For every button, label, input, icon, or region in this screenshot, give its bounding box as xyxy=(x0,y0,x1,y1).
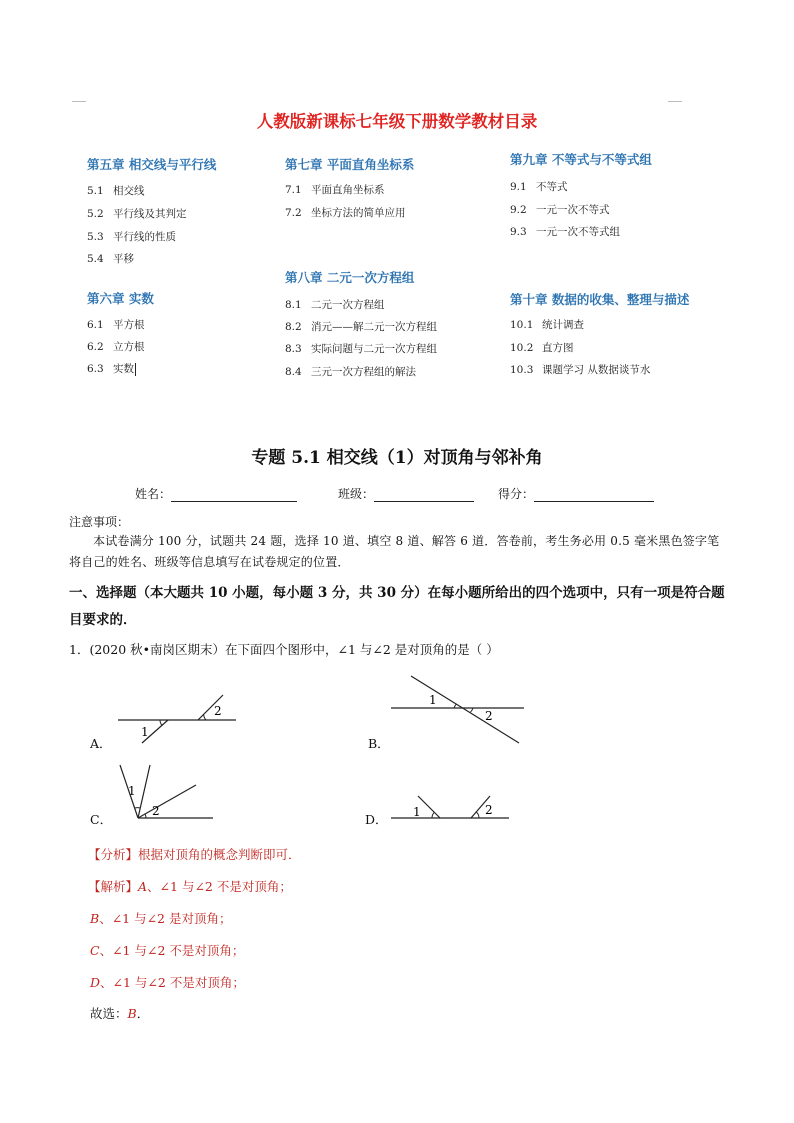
angle-2-label: 2 xyxy=(485,709,493,723)
option-b-figure xyxy=(385,670,530,750)
question-1: 1．(2020 秋•南岗区期末）在下面四个图形中，∠1 与∠2 是对顶角的是（ ） xyxy=(69,642,499,657)
toc-section: 9.3 一元一次不等式组 xyxy=(510,226,620,238)
toc-section: 10.2 直方图 xyxy=(510,342,574,354)
toc-section: 5.4 平移 xyxy=(87,253,134,265)
option-b-label: B． xyxy=(368,736,390,751)
angle-2-label: 2 xyxy=(485,803,493,817)
score-field[interactable]: 得分： xyxy=(498,485,654,502)
option-a-figure xyxy=(110,690,250,745)
solution-line-d: D、∠1 与∠2 不是对顶角； xyxy=(90,975,245,990)
header-corner-right xyxy=(668,101,682,102)
notice-heading: 注意事项： xyxy=(69,515,130,529)
toc-chapter-9: 第九章 不等式与不等式组 xyxy=(510,152,652,167)
score-blank[interactable] xyxy=(534,487,654,502)
angle-1-label: 1 xyxy=(429,693,437,707)
topic-title: 专题 5.1 相交线（1）对顶角与邻补角 xyxy=(251,448,543,468)
toc-section: 10.3 课题学习 从数据谈节水 xyxy=(510,364,651,376)
angle-1-label: 1 xyxy=(128,784,136,798)
option-a-label: A． xyxy=(90,736,112,751)
class-blank[interactable] xyxy=(374,487,474,502)
name-blank[interactable] xyxy=(171,487,297,502)
toc-chapter-10: 第十章 数据的收集、整理与描述 xyxy=(510,292,690,307)
option-c-figure xyxy=(110,760,220,830)
toc-section: 5.3 平行线的性质 xyxy=(87,231,176,243)
toc-section: 8.2 消元——解二元一次方程组 xyxy=(285,321,437,333)
toc-section: 8.3 实际问题与二元一次方程组 xyxy=(285,343,437,355)
toc-section: 10.1 统计调查 xyxy=(510,319,584,331)
angle-1-label: 1 xyxy=(413,805,421,819)
angle-2-label: 2 xyxy=(214,704,222,718)
option-c-label: C． xyxy=(90,812,113,827)
toc-chapter-8: 第八章 二元一次方程组 xyxy=(285,270,415,285)
toc-section: 5.2 平行线及其判定 xyxy=(87,208,187,220)
toc-chapter-5: 第五章 相交线与平行线 xyxy=(87,157,217,172)
toc-section: 7.1 平面直角坐标系 xyxy=(285,184,385,196)
angle-2-label: 2 xyxy=(152,804,160,818)
page-title: 人教版新课标七年级下册数学教材目录 xyxy=(256,112,538,131)
name-field[interactable]: 姓名： xyxy=(135,485,297,502)
toc-section: 6.1 平方根 xyxy=(87,319,145,331)
notice-text: 本试卷满分 100 分，试题共 24 题，选择 10 道、填空 8 道、解答 6 道．答卷前，考生务必用 0.5 毫米黑色签字笔将自己的姓名、班级等信息填写在试卷规定的位置． xyxy=(69,534,720,569)
toc-chapter-7: 第七章 平面直角坐标系 xyxy=(285,157,415,172)
option-d-figure xyxy=(385,790,515,830)
toc-section: 6.3 实数 xyxy=(87,363,134,375)
toc-section: 8.4 三元一次方程组的解法 xyxy=(285,366,416,378)
analysis: 【分析】根据对顶角的概念判断即可． xyxy=(88,847,301,862)
toc-section: 9.1 不等式 xyxy=(510,181,568,193)
solution-line-b: B、∠1 与∠2 是对顶角； xyxy=(90,911,232,926)
toc-chapter-6: 第六章 实数 xyxy=(87,291,154,306)
text-cursor xyxy=(135,363,136,376)
solution-line-a: 【解析】A、∠1 与∠2 不是对顶角； xyxy=(88,879,292,894)
final-answer: 故选：B． xyxy=(90,1006,150,1021)
class-field[interactable]: 班级： xyxy=(338,485,474,502)
header-corner-left xyxy=(72,101,86,102)
section-heading: 一、选择题（本大题共 10 小题，每小题 3 分，共 30 分）在每小题所给出的四个选项中，只有一项是符合题目要求的． xyxy=(69,585,725,628)
toc-section: 8.1 二元一次方程组 xyxy=(285,299,385,311)
toc-section: 7.2 坐标方法的简单应用 xyxy=(285,207,406,219)
solution-line-c: C、∠1 与∠2 不是对顶角； xyxy=(90,943,245,958)
toc-section: 6.2 立方根 xyxy=(87,341,145,353)
toc-section: 9.2 一元一次不等式 xyxy=(510,204,610,216)
toc-section: 5.1 相交线 xyxy=(87,185,145,197)
option-d-label: D． xyxy=(365,812,388,827)
angle-1-label: 1 xyxy=(141,725,149,739)
